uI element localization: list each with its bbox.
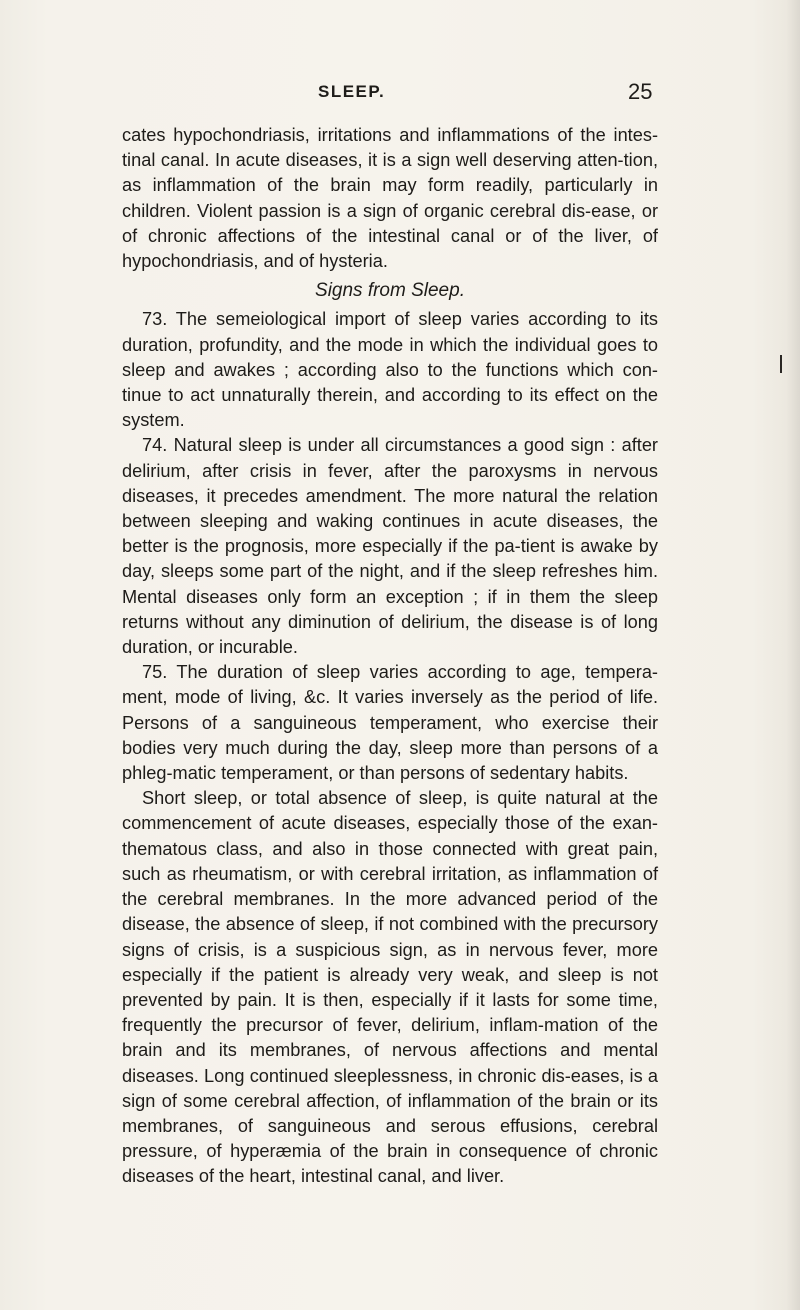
margin-mark: [780, 355, 782, 373]
paragraph-73: 73. The semeiological import of sleep varies according to its duration, profundity, and the mode in which the individual goes to sleep and awakes ; according also to the functions which con-tinue to act unnaturally therein, and according to its effect on the system.: [122, 309, 658, 431]
paragraph-short-sleep: Short sleep, or total absence of sleep, is quite natural at the commencement of acute diseases, especially those of the exan-thematous class, and also in those connected with great pain, such as rheumatism, or with cerebral irritation, as inflammation of the cerebral membranes. In the more advanced period of the disease, the absence of sleep, if not combined with the precursory signs of crisis, is a suspicious sign, as in nervous fever, more especially if the patient is already very weak, and sleep is not prevented by pain. It is then, especially if it lasts for some time, frequently the precursor of fever, delirium, inflam-mation of the brain and its membranes, of nervous affections and mental diseases. Long continued sleeplessness, in chronic dis-eases, is a sign of some cerebral affection, of inflammation of the brain or its membranes, of sanguineous and serous effusions, cerebral pressure, of hyperæmia of the brain in consequence of chronic diseases of the heart, intestinal canal, and liver.: [122, 788, 658, 1187]
page-number: 25: [628, 79, 653, 104]
paragraph-74: 74. Natural sleep is under all circumstances a good sign : after delirium, after crisis in fever, after the paroxysms in nervous diseases, it precedes amendment. The more natural the relation between sleeping and waking continues in acute diseases, the better is the prognosis, more especially if the pa-tient is awake by day, sleeps some part of the night, and if the sleep refreshes him. Mental diseases only form an exception ; if in them the sleep returns without any diminution of delirium, the disease is of long duration, or incurable.: [122, 435, 658, 658]
paragraph-75: 75. The duration of sleep varies according to age, tempera-ment, mode of living, &c. It varies inversely as the period of life. Persons of a sanguineous temperament, who exercise their bodies very much during the day, sleep more than persons of a phleg-matic temperament, or than persons of sedentary habits.: [122, 662, 658, 784]
running-head: SLEEP.: [318, 82, 386, 101]
page-edge-shadow: [786, 0, 800, 1310]
section-heading: Signs from Sleep.: [315, 280, 465, 302]
paragraph-continuation: cates hypochondriasis, irritations and inflammations of the intes-tinal canal. In acute diseases, it is a sign well deserving atten-tion, as inflammation of the brain may form readily, particularly in children. Violent passion is a sign of organic cerebral dis-ease, or of chronic affections of the intestinal canal or of the liver, of hypochondriasis, and of hysteria.: [122, 125, 658, 272]
body-text: [122, 123, 658, 1190]
page-header: [0, 79, 800, 108]
